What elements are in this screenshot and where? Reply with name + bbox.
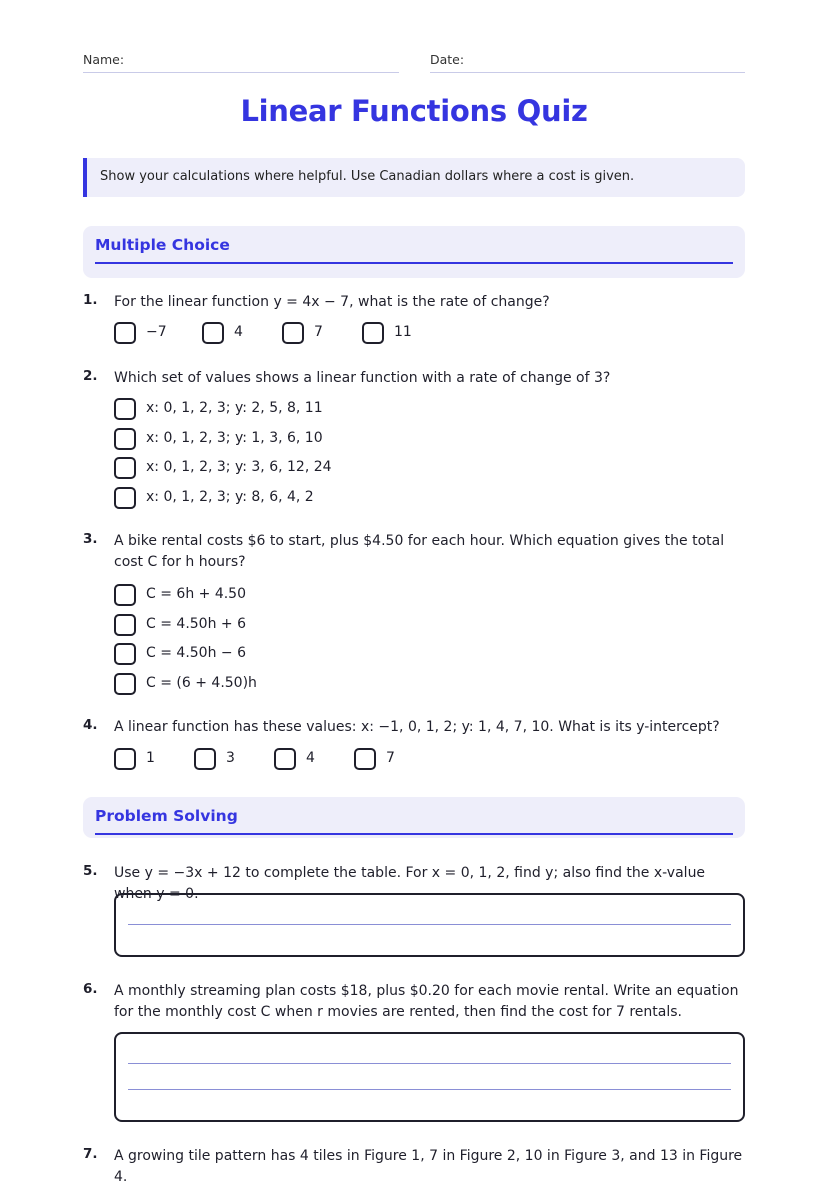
question-6 [83, 981, 745, 1025]
question-number: 1. [83, 292, 98, 308]
section-multiple-choice [83, 226, 745, 278]
question-text: A monthly streaming plan costs $18, plus $0.20 for each movie rental. Write an equation for the monthly cost C when r movies are rented, then find the cost for 7 rentals. [114, 983, 739, 1020]
question-number: 2. [83, 368, 98, 384]
checkbox-icon[interactable] [274, 748, 296, 770]
name-date-row [83, 52, 745, 74]
question-text: A bike rental costs $6 to start, plus $4.50 for each hour. Which equation gives the total cost C for h hours? [114, 533, 725, 570]
question-text: A linear function has these values: x: −1, 0, 1, 2; y: 1, 4, 7, 10. What is its y-intercept? [114, 719, 720, 735]
section-divider [95, 262, 733, 264]
checkbox-icon[interactable] [114, 457, 136, 479]
section-title: Multiple Choice [95, 236, 230, 254]
question-text: For the linear function y = 4x − 7, what is the rate of change? [114, 294, 550, 310]
option-label: 4 [306, 750, 315, 766]
option-label: 1 [146, 750, 155, 766]
answer-line [128, 924, 731, 925]
checkbox-icon[interactable] [114, 748, 136, 770]
answer-line [128, 1063, 731, 1064]
question-text: Which set of values shows a linear function with a rate of change of 3? [114, 370, 611, 386]
section-divider [95, 833, 733, 835]
question-1 [83, 292, 745, 348]
option-label: 11 [394, 324, 412, 340]
date-field[interactable] [430, 52, 745, 73]
quiz-title: Linear Functions Quiz [240, 94, 588, 128]
instructions-callout [83, 158, 745, 197]
section-problem-solving [83, 797, 745, 838]
checkbox-icon[interactable] [194, 748, 216, 770]
option-label: x: 0, 1, 2, 3; y: 8, 6, 4, 2 [146, 489, 314, 505]
answer-box[interactable] [114, 1032, 745, 1122]
checkbox-icon[interactable] [362, 322, 384, 344]
option-label: C = 6h + 4.50 [146, 586, 246, 602]
checkbox-icon[interactable] [282, 322, 304, 344]
checkbox-icon[interactable] [202, 322, 224, 344]
option-label: x: 0, 1, 2, 3; y: 2, 5, 8, 11 [146, 400, 323, 416]
checkbox-icon[interactable] [114, 398, 136, 420]
option-label: C = 4.50h − 6 [146, 645, 246, 661]
date-label: Date: [430, 52, 465, 67]
name-field[interactable] [83, 52, 399, 73]
question-number: 6. [83, 981, 98, 997]
option-label: 7 [386, 750, 395, 766]
instructions-text: Show your calculations where helpful. Use Canadian dollars where a cost is given. [100, 169, 635, 184]
answer-line [128, 1089, 731, 1090]
question-text: A growing tile pattern has 4 tiles in Figure 1, 7 in Figure 2, 10 in Figure 3, and 13 in Figure 4. [114, 1148, 743, 1185]
checkbox-icon[interactable] [114, 428, 136, 450]
question-number: 3. [83, 531, 98, 547]
option-label: C = (6 + 4.50)h [146, 675, 257, 691]
question-number: 7. [83, 1146, 98, 1162]
checkbox-icon[interactable] [114, 584, 136, 606]
section-title: Problem Solving [95, 807, 238, 825]
option-label: x: 0, 1, 2, 3; y: 3, 6, 12, 24 [146, 459, 332, 475]
option-label: −7 [146, 324, 167, 340]
checkbox-icon[interactable] [114, 322, 136, 344]
checkbox-icon[interactable] [354, 748, 376, 770]
question-text: Use y = −3x + 12 to complete the table. For x = 0, 1, 2, find y; also find the x-value when y = 0. [114, 865, 706, 902]
question-7 [83, 1146, 745, 1185]
name-label: Name: [83, 52, 125, 67]
question-2 [83, 368, 745, 513]
checkbox-icon[interactable] [114, 643, 136, 665]
option-label: 7 [314, 324, 323, 340]
question-number: 4. [83, 717, 98, 733]
checkbox-icon[interactable] [114, 673, 136, 695]
checkbox-icon[interactable] [114, 487, 136, 509]
question-number: 5. [83, 863, 98, 879]
question-3 [83, 531, 745, 696]
option-label: 4 [234, 324, 243, 340]
option-label: C = 4.50h + 6 [146, 616, 246, 632]
option-label: x: 0, 1, 2, 3; y: 1, 3, 6, 10 [146, 430, 323, 446]
option-label: 3 [226, 750, 235, 766]
answer-box[interactable] [114, 893, 745, 957]
checkbox-icon[interactable] [114, 614, 136, 636]
question-5 [83, 863, 745, 902]
question-4 [83, 717, 745, 773]
